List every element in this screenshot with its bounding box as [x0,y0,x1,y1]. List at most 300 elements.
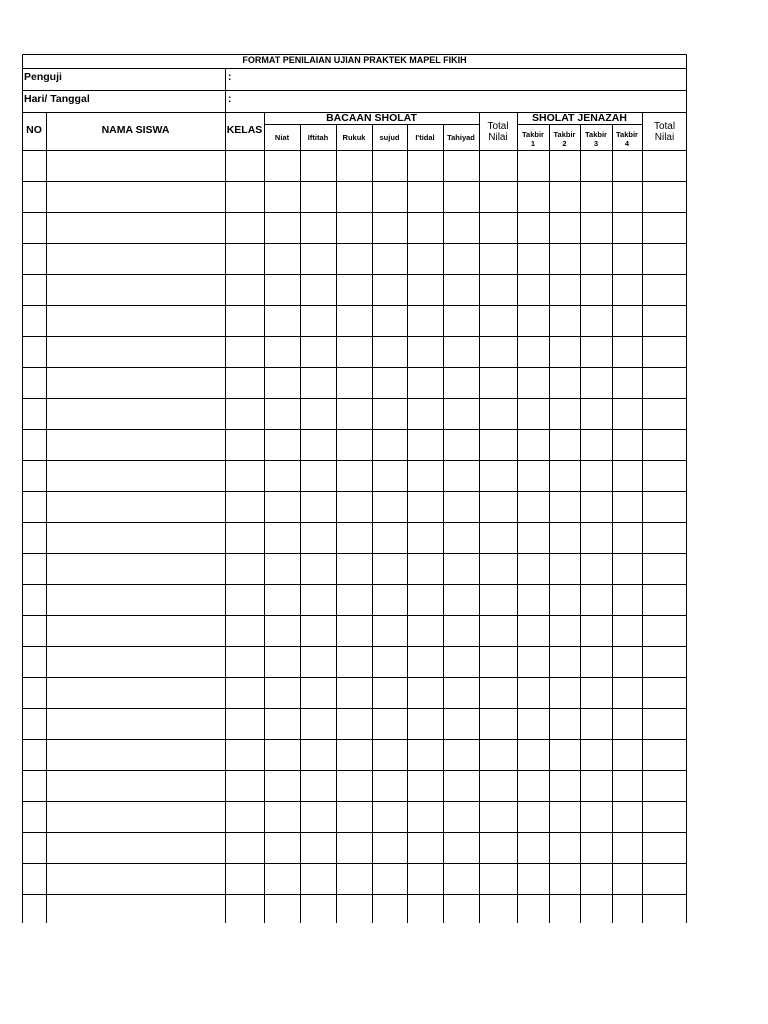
cell-nama-siswa[interactable] [46,554,225,585]
cell-takbir-2[interactable] [549,864,580,895]
cell-itidal[interactable] [407,771,443,802]
cell-total-nilai-1[interactable] [479,368,517,399]
cell-tahiyad[interactable] [443,647,479,678]
cell-niat[interactable] [264,554,300,585]
cell-no[interactable] [22,306,46,337]
cell-itidal[interactable] [407,368,443,399]
cell-iftitah[interactable] [300,368,336,399]
cell-tahiyad[interactable] [443,430,479,461]
cell-takbir-3[interactable] [580,585,612,616]
cell-total-nilai-2[interactable] [642,461,687,492]
cell-no[interactable] [22,709,46,740]
cell-iftitah[interactable] [300,399,336,430]
cell-total-nilai-1[interactable] [479,492,517,523]
cell-no[interactable] [22,647,46,678]
cell-itidal[interactable] [407,306,443,337]
cell-sujud[interactable] [372,244,407,275]
cell-total-nilai-1[interactable] [479,461,517,492]
cell-sujud[interactable] [372,833,407,864]
cell-nama-siswa[interactable] [46,895,225,926]
cell-takbir-1[interactable] [517,430,549,461]
cell-sujud[interactable] [372,213,407,244]
cell-takbir-3[interactable] [580,430,612,461]
cell-total-nilai-2[interactable] [642,151,687,182]
cell-takbir-2[interactable] [549,461,580,492]
cell-takbir-1[interactable] [517,492,549,523]
cell-kelas[interactable] [225,461,264,492]
cell-rukuk[interactable] [336,833,372,864]
cell-takbir-3[interactable] [580,492,612,523]
cell-takbir-3[interactable] [580,337,612,368]
cell-takbir-3[interactable] [580,399,612,430]
cell-total-nilai-2[interactable] [642,182,687,213]
cell-tahiyad[interactable] [443,895,479,926]
cell-nama-siswa[interactable] [46,678,225,709]
cell-takbir-4[interactable] [612,678,642,709]
cell-sujud[interactable] [372,492,407,523]
cell-takbir-2[interactable] [549,182,580,213]
cell-takbir-4[interactable] [612,244,642,275]
cell-takbir-2[interactable] [549,275,580,306]
cell-iftitah[interactable] [300,833,336,864]
cell-nama-siswa[interactable] [46,461,225,492]
cell-tahiyad[interactable] [443,864,479,895]
cell-takbir-3[interactable] [580,802,612,833]
cell-takbir-2[interactable] [549,554,580,585]
cell-no[interactable] [22,461,46,492]
cell-niat[interactable] [264,771,300,802]
cell-takbir-4[interactable] [612,492,642,523]
cell-sujud[interactable] [372,430,407,461]
cell-total-nilai-1[interactable] [479,709,517,740]
cell-nama-siswa[interactable] [46,337,225,368]
cell-iftitah[interactable] [300,895,336,926]
cell-total-nilai-1[interactable] [479,523,517,554]
cell-iftitah[interactable] [300,523,336,554]
cell-total-nilai-2[interactable] [642,492,687,523]
cell-no[interactable] [22,275,46,306]
cell-takbir-3[interactable] [580,244,612,275]
cell-tahiyad[interactable] [443,616,479,647]
cell-rukuk[interactable] [336,616,372,647]
cell-rukuk[interactable] [336,585,372,616]
cell-rukuk[interactable] [336,368,372,399]
cell-takbir-2[interactable] [549,802,580,833]
cell-total-nilai-2[interactable] [642,709,687,740]
cell-sujud[interactable] [372,895,407,926]
cell-niat[interactable] [264,492,300,523]
cell-no[interactable] [22,182,46,213]
cell-itidal[interactable] [407,213,443,244]
cell-takbir-4[interactable] [612,399,642,430]
cell-nama-siswa[interactable] [46,213,225,244]
cell-kelas[interactable] [225,213,264,244]
cell-total-nilai-2[interactable] [642,678,687,709]
cell-iftitah[interactable] [300,306,336,337]
cell-takbir-1[interactable] [517,771,549,802]
cell-takbir-3[interactable] [580,151,612,182]
cell-no[interactable] [22,740,46,771]
cell-no[interactable] [22,399,46,430]
cell-takbir-2[interactable] [549,709,580,740]
cell-niat[interactable] [264,337,300,368]
cell-tahiyad[interactable] [443,182,479,213]
cell-iftitah[interactable] [300,616,336,647]
cell-total-nilai-2[interactable] [642,368,687,399]
cell-takbir-1[interactable] [517,678,549,709]
cell-total-nilai-1[interactable] [479,864,517,895]
cell-takbir-4[interactable] [612,182,642,213]
cell-iftitah[interactable] [300,554,336,585]
cell-sujud[interactable] [372,151,407,182]
cell-itidal[interactable] [407,182,443,213]
cell-total-nilai-1[interactable] [479,430,517,461]
cell-total-nilai-1[interactable] [479,213,517,244]
cell-total-nilai-1[interactable] [479,678,517,709]
cell-sujud[interactable] [372,740,407,771]
cell-kelas[interactable] [225,182,264,213]
cell-no[interactable] [22,244,46,275]
cell-rukuk[interactable] [336,275,372,306]
cell-total-nilai-1[interactable] [479,833,517,864]
cell-kelas[interactable] [225,864,264,895]
cell-takbir-1[interactable] [517,461,549,492]
cell-nama-siswa[interactable] [46,709,225,740]
cell-no[interactable] [22,895,46,926]
cell-takbir-1[interactable] [517,337,549,368]
cell-iftitah[interactable] [300,647,336,678]
cell-total-nilai-1[interactable] [479,275,517,306]
cell-iftitah[interactable] [300,802,336,833]
cell-takbir-2[interactable] [549,399,580,430]
cell-itidal[interactable] [407,647,443,678]
cell-no[interactable] [22,771,46,802]
cell-takbir-2[interactable] [549,585,580,616]
cell-takbir-3[interactable] [580,368,612,399]
cell-takbir-1[interactable] [517,647,549,678]
cell-total-nilai-1[interactable] [479,616,517,647]
cell-kelas[interactable] [225,244,264,275]
cell-tahiyad[interactable] [443,461,479,492]
cell-takbir-1[interactable] [517,523,549,554]
cell-tahiyad[interactable] [443,244,479,275]
cell-iftitah[interactable] [300,275,336,306]
cell-takbir-4[interactable] [612,771,642,802]
cell-kelas[interactable] [225,585,264,616]
cell-nama-siswa[interactable] [46,647,225,678]
cell-takbir-1[interactable] [517,306,549,337]
cell-itidal[interactable] [407,616,443,647]
cell-iftitah[interactable] [300,244,336,275]
cell-takbir-2[interactable] [549,213,580,244]
cell-total-nilai-2[interactable] [642,430,687,461]
cell-sujud[interactable] [372,585,407,616]
cell-kelas[interactable] [225,399,264,430]
cell-nama-siswa[interactable] [46,616,225,647]
cell-total-nilai-2[interactable] [642,802,687,833]
cell-nama-siswa[interactable] [46,368,225,399]
cell-kelas[interactable] [225,275,264,306]
cell-iftitah[interactable] [300,213,336,244]
cell-takbir-3[interactable] [580,709,612,740]
cell-niat[interactable] [264,275,300,306]
cell-iftitah[interactable] [300,709,336,740]
cell-tahiyad[interactable] [443,151,479,182]
cell-total-nilai-1[interactable] [479,647,517,678]
cell-takbir-2[interactable] [549,492,580,523]
cell-total-nilai-2[interactable] [642,647,687,678]
cell-tahiyad[interactable] [443,275,479,306]
cell-tahiyad[interactable] [443,337,479,368]
cell-kelas[interactable] [225,771,264,802]
cell-rukuk[interactable] [336,709,372,740]
cell-tahiyad[interactable] [443,740,479,771]
cell-takbir-4[interactable] [612,275,642,306]
cell-iftitah[interactable] [300,771,336,802]
cell-no[interactable] [22,368,46,399]
cell-itidal[interactable] [407,554,443,585]
cell-takbir-4[interactable] [612,523,642,554]
cell-tahiyad[interactable] [443,709,479,740]
cell-sujud[interactable] [372,616,407,647]
cell-itidal[interactable] [407,864,443,895]
cell-nama-siswa[interactable] [46,802,225,833]
cell-total-nilai-1[interactable] [479,399,517,430]
cell-itidal[interactable] [407,337,443,368]
cell-total-nilai-2[interactable] [642,213,687,244]
cell-takbir-2[interactable] [549,771,580,802]
cell-total-nilai-2[interactable] [642,895,687,926]
cell-total-nilai-2[interactable] [642,864,687,895]
cell-rukuk[interactable] [336,895,372,926]
cell-rukuk[interactable] [336,337,372,368]
cell-rukuk[interactable] [336,864,372,895]
cell-rukuk[interactable] [336,647,372,678]
cell-total-nilai-2[interactable] [642,306,687,337]
cell-rukuk[interactable] [336,182,372,213]
cell-takbir-3[interactable] [580,213,612,244]
cell-total-nilai-1[interactable] [479,337,517,368]
cell-tahiyad[interactable] [443,833,479,864]
cell-takbir-4[interactable] [612,554,642,585]
cell-total-nilai-2[interactable] [642,771,687,802]
cell-itidal[interactable] [407,461,443,492]
cell-tahiyad[interactable] [443,554,479,585]
cell-takbir-3[interactable] [580,678,612,709]
cell-niat[interactable] [264,151,300,182]
cell-nama-siswa[interactable] [46,275,225,306]
cell-nama-siswa[interactable] [46,306,225,337]
cell-sujud[interactable] [372,771,407,802]
cell-rukuk[interactable] [336,430,372,461]
cell-niat[interactable] [264,585,300,616]
cell-no[interactable] [22,585,46,616]
cell-niat[interactable] [264,895,300,926]
cell-takbir-4[interactable] [612,585,642,616]
cell-sujud[interactable] [372,306,407,337]
cell-sujud[interactable] [372,554,407,585]
cell-takbir-2[interactable] [549,523,580,554]
cell-no[interactable] [22,678,46,709]
cell-tahiyad[interactable] [443,585,479,616]
cell-nama-siswa[interactable] [46,151,225,182]
cell-iftitah[interactable] [300,430,336,461]
cell-rukuk[interactable] [336,678,372,709]
cell-sujud[interactable] [372,864,407,895]
cell-takbir-1[interactable] [517,151,549,182]
cell-iftitah[interactable] [300,492,336,523]
cell-takbir-1[interactable] [517,864,549,895]
cell-kelas[interactable] [225,430,264,461]
cell-takbir-4[interactable] [612,802,642,833]
cell-takbir-4[interactable] [612,213,642,244]
cell-rukuk[interactable] [336,306,372,337]
cell-rukuk[interactable] [336,554,372,585]
cell-takbir-3[interactable] [580,895,612,926]
cell-niat[interactable] [264,213,300,244]
cell-kelas[interactable] [225,368,264,399]
cell-takbir-4[interactable] [612,647,642,678]
cell-takbir-4[interactable] [612,895,642,926]
cell-iftitah[interactable] [300,678,336,709]
cell-no[interactable] [22,833,46,864]
cell-iftitah[interactable] [300,461,336,492]
cell-kelas[interactable] [225,151,264,182]
cell-takbir-3[interactable] [580,647,612,678]
cell-takbir-1[interactable] [517,709,549,740]
cell-niat[interactable] [264,802,300,833]
cell-nama-siswa[interactable] [46,399,225,430]
cell-no[interactable] [22,554,46,585]
cell-niat[interactable] [264,182,300,213]
cell-takbir-1[interactable] [517,399,549,430]
cell-itidal[interactable] [407,399,443,430]
cell-takbir-4[interactable] [612,151,642,182]
cell-itidal[interactable] [407,585,443,616]
cell-takbir-1[interactable] [517,585,549,616]
cell-takbir-2[interactable] [549,151,580,182]
cell-kelas[interactable] [225,709,264,740]
cell-takbir-4[interactable] [612,833,642,864]
cell-tahiyad[interactable] [443,213,479,244]
cell-takbir-3[interactable] [580,864,612,895]
cell-total-nilai-2[interactable] [642,740,687,771]
cell-takbir-4[interactable] [612,430,642,461]
cell-sujud[interactable] [372,647,407,678]
cell-itidal[interactable] [407,430,443,461]
cell-takbir-1[interactable] [517,616,549,647]
cell-takbir-2[interactable] [549,368,580,399]
cell-kelas[interactable] [225,833,264,864]
cell-itidal[interactable] [407,678,443,709]
cell-total-nilai-1[interactable] [479,182,517,213]
cell-tahiyad[interactable] [443,368,479,399]
cell-takbir-1[interactable] [517,213,549,244]
cell-takbir-2[interactable] [549,678,580,709]
cell-iftitah[interactable] [300,864,336,895]
cell-tahiyad[interactable] [443,399,479,430]
cell-takbir-1[interactable] [517,740,549,771]
cell-total-nilai-1[interactable] [479,554,517,585]
cell-itidal[interactable] [407,740,443,771]
cell-nama-siswa[interactable] [46,182,225,213]
cell-kelas[interactable] [225,554,264,585]
cell-total-nilai-2[interactable] [642,523,687,554]
cell-total-nilai-2[interactable] [642,616,687,647]
cell-sujud[interactable] [372,337,407,368]
cell-niat[interactable] [264,864,300,895]
cell-total-nilai-2[interactable] [642,554,687,585]
cell-niat[interactable] [264,306,300,337]
cell-no[interactable] [22,616,46,647]
cell-rukuk[interactable] [336,399,372,430]
cell-niat[interactable] [264,616,300,647]
cell-iftitah[interactable] [300,151,336,182]
cell-takbir-4[interactable] [612,864,642,895]
cell-kelas[interactable] [225,678,264,709]
cell-niat[interactable] [264,430,300,461]
cell-takbir-4[interactable] [612,461,642,492]
cell-takbir-1[interactable] [517,182,549,213]
cell-total-nilai-2[interactable] [642,244,687,275]
cell-rukuk[interactable] [336,492,372,523]
cell-takbir-4[interactable] [612,337,642,368]
cell-sujud[interactable] [372,523,407,554]
cell-sujud[interactable] [372,182,407,213]
cell-total-nilai-2[interactable] [642,275,687,306]
cell-itidal[interactable] [407,492,443,523]
cell-sujud[interactable] [372,678,407,709]
cell-no[interactable] [22,523,46,554]
cell-no[interactable] [22,492,46,523]
cell-takbir-2[interactable] [549,306,580,337]
cell-total-nilai-1[interactable] [479,244,517,275]
cell-nama-siswa[interactable] [46,430,225,461]
cell-takbir-4[interactable] [612,616,642,647]
cell-niat[interactable] [264,244,300,275]
cell-kelas[interactable] [225,802,264,833]
cell-itidal[interactable] [407,833,443,864]
cell-niat[interactable] [264,368,300,399]
cell-nama-siswa[interactable] [46,771,225,802]
cell-itidal[interactable] [407,895,443,926]
cell-takbir-4[interactable] [612,368,642,399]
cell-nama-siswa[interactable] [46,833,225,864]
cell-takbir-2[interactable] [549,740,580,771]
cell-iftitah[interactable] [300,337,336,368]
cell-takbir-1[interactable] [517,368,549,399]
cell-itidal[interactable] [407,275,443,306]
cell-kelas[interactable] [225,647,264,678]
cell-itidal[interactable] [407,151,443,182]
cell-total-nilai-1[interactable] [479,151,517,182]
cell-nama-siswa[interactable] [46,740,225,771]
cell-total-nilai-2[interactable] [642,585,687,616]
cell-total-nilai-2[interactable] [642,337,687,368]
cell-itidal[interactable] [407,523,443,554]
cell-takbir-2[interactable] [549,337,580,368]
cell-takbir-4[interactable] [612,740,642,771]
cell-niat[interactable] [264,647,300,678]
cell-rukuk[interactable] [336,523,372,554]
cell-takbir-1[interactable] [517,275,549,306]
cell-tahiyad[interactable] [443,523,479,554]
cell-niat[interactable] [264,709,300,740]
cell-nama-siswa[interactable] [46,244,225,275]
cell-takbir-3[interactable] [580,182,612,213]
cell-kelas[interactable] [225,895,264,926]
cell-takbir-2[interactable] [549,244,580,275]
